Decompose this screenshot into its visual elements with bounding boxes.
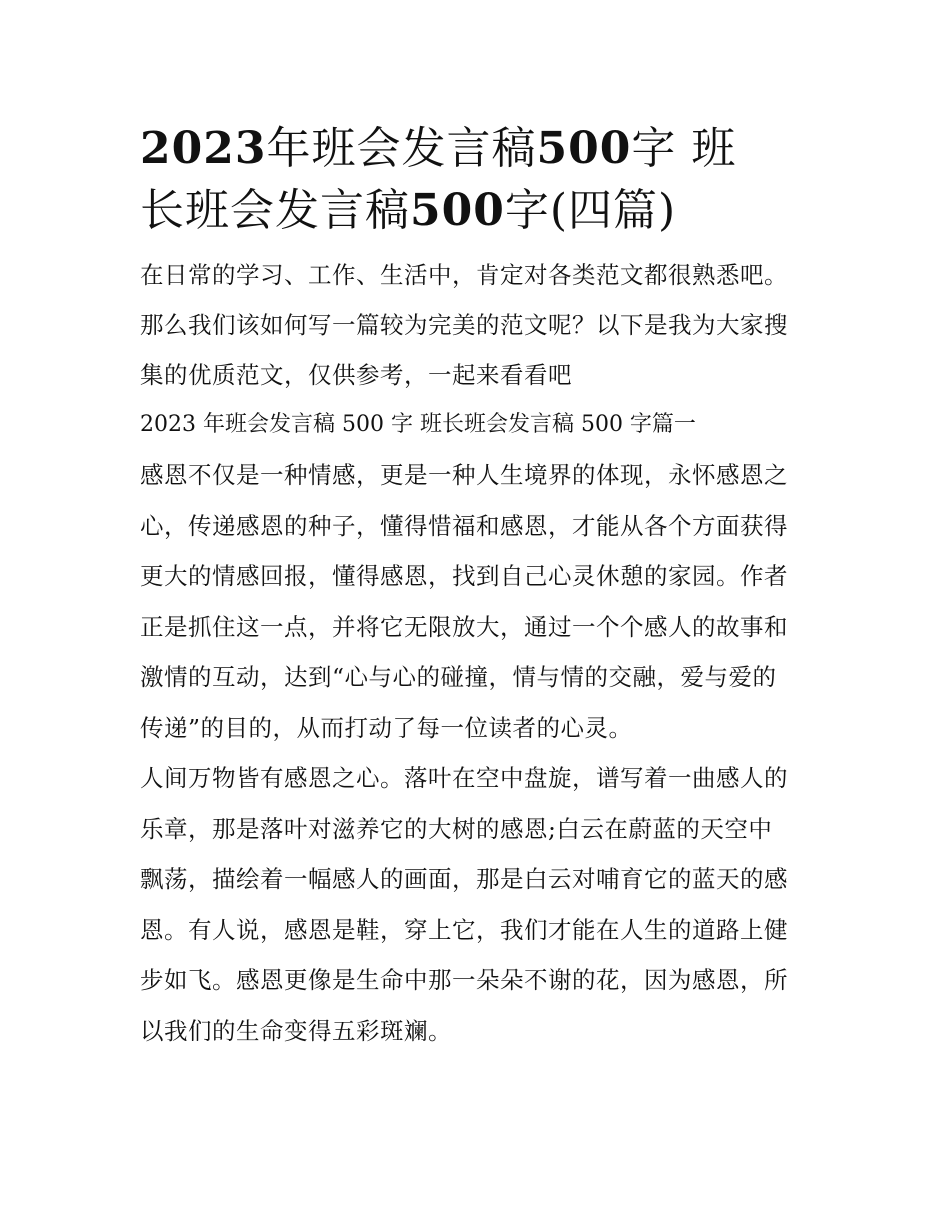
paragraph-line: 人间万物皆有感恩之心。落叶在空中盘旋，谱写着一曲感人的 [140, 764, 788, 792]
paragraph-line: 正是抓住这一点，并将它无限放大，通过一个个感人的故事和 [140, 612, 788, 641]
paragraph-line: 以我们的生命变得五彩斑斓。 [140, 1016, 452, 1045]
paragraph-line: 激情的互动，达到“心与心的碰撞，情与情的交融，爱与爱的 [140, 663, 777, 691]
title-text-c: 长班会发言稿 [140, 185, 410, 236]
title-text-d: 字(四篇) [504, 185, 677, 236]
title-year: 2023 [140, 123, 267, 174]
paragraph-line: 感恩不仅是一种情感，更是一种人生境界的体现，永怀感恩之 [140, 461, 788, 489]
body-paragraph-1 [140, 450, 820, 753]
document-content [140, 118, 820, 1056]
title-text-a: 年班会发言稿 [266, 123, 537, 174]
paragraph-line: 飘荡，描绘着一幅感人的画面，那是白云对哺育它的蓝天的感 [140, 865, 788, 893]
intro-line: 那么我们该如何写一篇较为完美的范文呢？以下是我为大家搜 [140, 311, 788, 339]
title-line-1 [140, 118, 820, 180]
section-heading: 2023 年班会发言稿 500 字 班长班会发言稿 500 字篇一 [140, 412, 696, 437]
paragraph-line: 传递”的目的，从而打动了每一位读者的心灵。 [140, 713, 633, 742]
intro-paragraph [140, 250, 820, 400]
paragraph-line: 乐章，那是落叶对滋养它的大树的感恩;白云在蔚蓝的天空中 [140, 814, 773, 843]
paragraph-line: 更大的情感回报，懂得感恩，找到自己心灵休憩的家园。作者 [140, 562, 788, 590]
intro-line: 在日常的学习、工作、生活中，肯定对各类范文都很熟悉吧。 [140, 261, 788, 289]
title-count-2: 500 [410, 185, 505, 236]
title-text-b: 字 班 [631, 123, 737, 174]
body-paragraph-2 [140, 753, 820, 1056]
paragraph-line: 步如飞。感恩更像是生命中那一朵朵不谢的花，因为感恩，所 [140, 966, 788, 994]
document-title [140, 118, 820, 242]
title-count: 500 [536, 123, 632, 174]
intro-line: 集的优质范文，仅供参考，一起来看看吧 [140, 361, 572, 389]
title-line-2 [140, 180, 820, 242]
paragraph-line: 心，传递感恩的种子，懂得惜福和感恩，才能从各个方面获得 [140, 511, 788, 540]
paragraph-line: 恩。有人说，感恩是鞋，穿上它，我们才能在人生的道路上健 [140, 915, 788, 944]
